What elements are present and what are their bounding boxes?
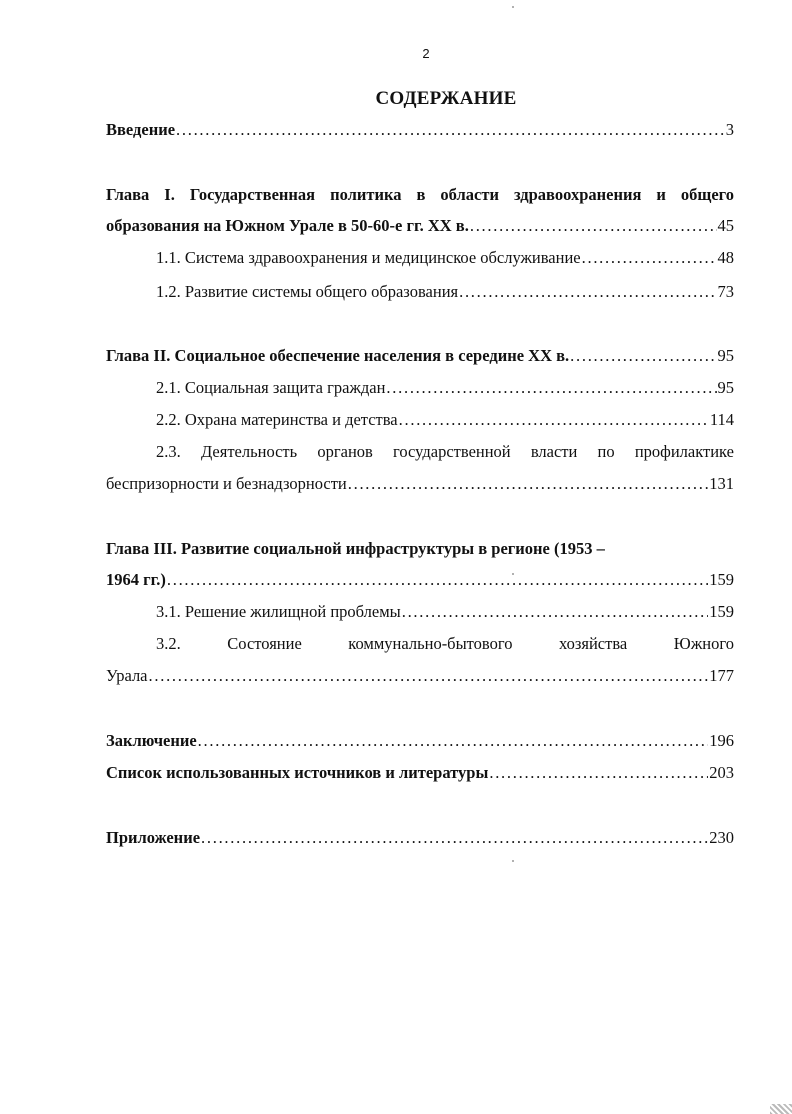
toc-entry-intro [106, 118, 734, 142]
toc-entry-label: Урала [106, 666, 148, 685]
toc-entry-label: Приложение [106, 828, 201, 847]
toc-entry-label: Глава II. Социальное обеспечение населения в середине XX в. [106, 346, 570, 365]
toc-entry-label: Список использованных источников и литературы [106, 763, 489, 782]
dot-leader [149, 664, 709, 688]
dot-leader [386, 376, 716, 400]
toc-entry-page: 95 [717, 346, 734, 365]
page-number: 2 [422, 46, 430, 61]
toc-entry-page: 73 [717, 282, 734, 301]
scan-corner-mark [770, 1104, 792, 1114]
toc-entry-chapter-1-line-1: Глава I. Государственная политика в области здравоохранения и общего [106, 185, 734, 204]
dot-leader [348, 472, 709, 496]
dot-leader [198, 729, 709, 753]
toc-entry-page: 45 [717, 216, 734, 235]
scan-speck [512, 6, 514, 8]
toc-entry-label: 2.1. Социальная защита граждан [156, 378, 386, 397]
toc-entry-page: 159 [709, 570, 734, 589]
toc-entry-sources [106, 761, 734, 785]
dot-leader [402, 600, 709, 624]
toc-entry-label: 3.1. Решение жилищной проблемы [156, 602, 401, 621]
toc-entry-section-1-2 [156, 280, 734, 304]
dot-leader [582, 246, 717, 270]
toc-entry-chapter-2 [106, 344, 734, 368]
toc-entry-label: 2.2. Охрана материнства и детства [156, 410, 398, 429]
toc-entry-label: Заключение [106, 731, 197, 750]
dot-leader [201, 826, 708, 850]
dot-leader [459, 280, 716, 304]
toc-entry-conclusion [106, 729, 734, 753]
toc-entry-page: 3 [725, 120, 734, 139]
toc-entry-chapter-3 [106, 568, 734, 592]
toc-entry-chapter-3-line-1: Глава III. Развитие социальной инфраструктуры в регионе (1953 – [106, 539, 605, 558]
scan-speck [512, 573, 514, 575]
toc-entry-page: 203 [709, 763, 734, 782]
dot-leader [176, 118, 725, 142]
toc-entry-section-2-2 [156, 408, 734, 432]
toc-entry-section-2-3-line-1: 2.3. Деятельность органов государственной власти по профилактике [156, 442, 734, 461]
toc-entry-label: 1.2. Развитие системы общего образования [156, 282, 459, 301]
toc-entry-page: 95 [717, 378, 734, 397]
toc-entry-section-3-2 [106, 664, 734, 688]
toc-entry-section-2-1 [156, 376, 734, 400]
dot-leader [489, 761, 708, 785]
dot-leader [167, 568, 708, 592]
toc-entry-page: 196 [709, 731, 734, 750]
toc-entry-chapter-1 [106, 214, 734, 238]
toc-entry-page: 159 [709, 602, 734, 621]
toc-entry-section-3-1 [156, 600, 734, 624]
scan-speck [512, 860, 514, 862]
toc-entry-label: 1964 гг.) [106, 570, 166, 589]
toc-entry-page: 177 [709, 666, 734, 685]
toc-entry-page: 48 [717, 248, 734, 267]
toc-entry-section-3-2-line-1: 3.2. Состояние коммунально-бытового хозяйства Южного [156, 634, 734, 653]
toc-entry-page: 131 [709, 474, 734, 493]
dot-leader [399, 408, 709, 432]
toc-entry-section-1-1 [156, 246, 734, 270]
toc-entry-label: Введение [106, 120, 176, 139]
dot-leader [570, 344, 716, 368]
dot-leader [470, 214, 717, 238]
toc-entry-appendix [106, 826, 734, 850]
toc-entry-label: беспризорности и безнадзорности [106, 474, 347, 493]
page-title: СОДЕРЖАНИЕ [375, 88, 517, 109]
toc-entry-section-2-3 [106, 472, 734, 496]
toc-entry-page: 114 [709, 410, 734, 429]
toc-entry-label: образования на Южном Урале в 50-60-е гг. XX в. [106, 216, 469, 235]
toc-entry-label: 1.1. Система здравоохранения и медицинское обслуживание [156, 248, 581, 267]
toc-entry-page: 230 [709, 828, 734, 847]
